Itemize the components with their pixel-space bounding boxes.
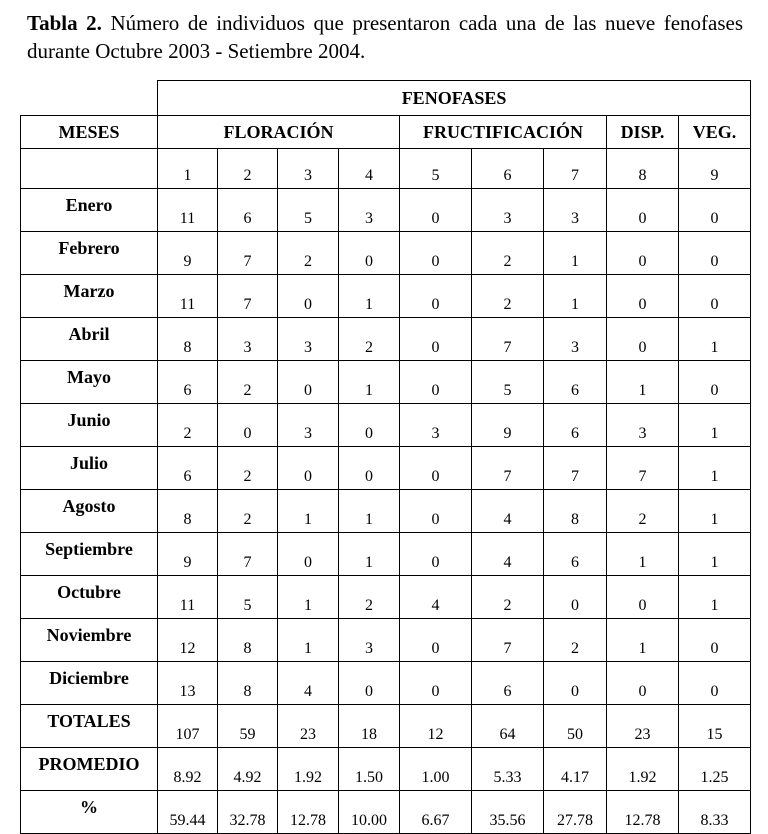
row-label: Mayo: [21, 361, 158, 404]
table-cell: 9: [158, 232, 218, 275]
table-cell: 3: [400, 404, 472, 447]
table-cell: 50: [544, 705, 607, 748]
table-cell: 2: [218, 490, 278, 533]
table-row: [21, 748, 751, 791]
table-cell: 8: [544, 490, 607, 533]
caption-label: Tabla 2.: [27, 11, 102, 35]
table-cell: 4: [278, 662, 339, 705]
table-row: [21, 662, 751, 705]
table-cell: 1: [278, 619, 339, 662]
table-cell: 0: [400, 533, 472, 576]
table-cell: 7: [607, 447, 679, 490]
table-cell: 0: [400, 275, 472, 318]
group-floracion: FLORACIÓN: [158, 116, 400, 149]
table-cell: 0: [400, 447, 472, 490]
table-cell: 1.50: [339, 748, 400, 791]
table-row: [21, 791, 751, 834]
table-cell: 0: [400, 361, 472, 404]
table-cell: 2: [339, 318, 400, 361]
table-cell: 12.78: [607, 791, 679, 834]
row-label: TOTALES: [21, 705, 158, 748]
table-cell: 7: [472, 619, 544, 662]
table-cell: 2: [472, 275, 544, 318]
table-cell: 1: [339, 275, 400, 318]
table-row: [21, 275, 751, 318]
table-cell: 4: [400, 576, 472, 619]
table-cell: 9: [472, 404, 544, 447]
table-cell: 7: [218, 275, 278, 318]
table-row: [21, 447, 751, 490]
table-caption: [27, 9, 743, 65]
table-cell: 0: [278, 275, 339, 318]
table-cell: 12.78: [278, 791, 339, 834]
row-label: Noviembre: [21, 619, 158, 662]
table-cell: 1: [544, 275, 607, 318]
row-label: Marzo: [21, 275, 158, 318]
table-cell: 0: [679, 662, 751, 705]
table-cell: 15: [679, 705, 751, 748]
table-cell: 18: [339, 705, 400, 748]
table-cell: 1.25: [679, 748, 751, 791]
table-cell: 7: [218, 533, 278, 576]
table-row: [21, 189, 751, 232]
table-cell: 1: [339, 533, 400, 576]
row-label: Octubre: [21, 576, 158, 619]
table-cell: 5: [472, 361, 544, 404]
table-row: [21, 619, 751, 662]
group-disp: DISP.: [607, 116, 679, 149]
table-cell: 3: [339, 619, 400, 662]
table-cell: 5: [278, 189, 339, 232]
table-cell: 4.92: [218, 748, 278, 791]
table-cell: 1.00: [400, 748, 472, 791]
table-row: [21, 361, 751, 404]
table-cell: 3: [607, 404, 679, 447]
table-cell: 1: [607, 619, 679, 662]
table-cell: 12: [158, 619, 218, 662]
table-cell: 10.00: [339, 791, 400, 834]
table-cell: 13: [158, 662, 218, 705]
table-cell: 7: [218, 232, 278, 275]
table-cell: 1: [679, 318, 751, 361]
table-cell: 2: [472, 576, 544, 619]
table-row: [21, 232, 751, 275]
table-cell: 3: [339, 189, 400, 232]
table-cell: 2: [339, 576, 400, 619]
table-cell: 35.56: [472, 791, 544, 834]
table-cell: 0: [679, 275, 751, 318]
table-cell: 0: [278, 447, 339, 490]
table-cell: 2: [218, 447, 278, 490]
table-cell: 3: [472, 189, 544, 232]
table-cell: 27.78: [544, 791, 607, 834]
table-cell: 0: [679, 232, 751, 275]
table-cell: 0: [278, 533, 339, 576]
fenofases-header: FENOFASES: [158, 81, 751, 116]
table-row: [21, 533, 751, 576]
meses-header: MESES: [21, 116, 158, 149]
row-label: Junio: [21, 404, 158, 447]
table-cell: 11: [158, 576, 218, 619]
caption-text: Número de individuos que presentaron cada una de las nueve fenofases durante Octubre 2003 - Setiembre 2004.: [27, 11, 743, 63]
table-cell: 0: [339, 404, 400, 447]
row-label: Febrero: [21, 232, 158, 275]
table-cell: 0: [607, 662, 679, 705]
table-cell: 59.44: [158, 791, 218, 834]
table-cell: 23: [607, 705, 679, 748]
table-cell: 0: [544, 576, 607, 619]
table-cell: 4.17: [544, 748, 607, 791]
table-cell: 1: [607, 533, 679, 576]
table-row: [21, 318, 751, 361]
table-cell: 1: [679, 533, 751, 576]
table-cell: 0: [400, 662, 472, 705]
phase-number: 9: [679, 149, 751, 189]
table-cell: 3: [278, 404, 339, 447]
table-cell: 9: [158, 533, 218, 576]
table-cell: 59: [218, 705, 278, 748]
table-cell: 3: [544, 189, 607, 232]
table-cell: 6: [218, 189, 278, 232]
table-cell: 12: [400, 705, 472, 748]
table-cell: 8: [218, 662, 278, 705]
table-cell: 0: [607, 275, 679, 318]
phase-number: 2: [218, 149, 278, 189]
table-cell: 1: [339, 490, 400, 533]
table-cell: 6: [544, 533, 607, 576]
table-cell: 3: [218, 318, 278, 361]
table-cell: 0: [607, 576, 679, 619]
table-cell: 0: [339, 232, 400, 275]
table-cell: 3: [278, 318, 339, 361]
table-cell: 11: [158, 275, 218, 318]
table-cell: 2: [607, 490, 679, 533]
table-cell: 8: [218, 619, 278, 662]
phase-number: 7: [544, 149, 607, 189]
table-cell: 6: [158, 361, 218, 404]
table-cell: 8: [158, 318, 218, 361]
table-cell: 2: [158, 404, 218, 447]
table-cell: 0: [400, 232, 472, 275]
table-cell: 3: [544, 318, 607, 361]
row-label: Abril: [21, 318, 158, 361]
table-cell: 5: [218, 576, 278, 619]
row-label: Agosto: [21, 490, 158, 533]
table-cell: 0: [218, 404, 278, 447]
phase-number: 1: [158, 149, 218, 189]
table-cell: 0: [679, 189, 751, 232]
table-cell: 0: [400, 619, 472, 662]
phase-number: 8: [607, 149, 679, 189]
phase-number: 5: [400, 149, 472, 189]
table-cell: 4: [472, 533, 544, 576]
table-cell: 1: [339, 361, 400, 404]
row-label: Septiembre: [21, 533, 158, 576]
table-cell: 6.67: [400, 791, 472, 834]
table-cell: 64: [472, 705, 544, 748]
table-cell: 1: [679, 490, 751, 533]
table-cell: 6: [544, 404, 607, 447]
table-cell: 0: [339, 662, 400, 705]
table-cell: 6: [158, 447, 218, 490]
table-cell: 1: [679, 404, 751, 447]
table-cell: 1: [278, 576, 339, 619]
row-label: Diciembre: [21, 662, 158, 705]
table-cell: 0: [278, 361, 339, 404]
table-cell: 6: [544, 361, 607, 404]
row-label: %: [21, 791, 158, 834]
table-row: [21, 576, 751, 619]
table-cell: 1: [278, 490, 339, 533]
row-label: Enero: [21, 189, 158, 232]
table-cell: 1: [607, 361, 679, 404]
corner-cell: [21, 81, 158, 116]
table-cell: 0: [400, 318, 472, 361]
table-cell: 1: [679, 576, 751, 619]
table-cell: 0: [607, 189, 679, 232]
table-cell: 107: [158, 705, 218, 748]
group-fructificacion: FRUCTIFICACIÓN: [400, 116, 607, 149]
table-cell: 0: [679, 361, 751, 404]
phase-number: 4: [339, 149, 400, 189]
table-cell: 0: [607, 232, 679, 275]
table-cell: 2: [544, 619, 607, 662]
table-cell: 0: [400, 189, 472, 232]
table-cell: 8.92: [158, 748, 218, 791]
table-cell: 2: [278, 232, 339, 275]
table-cell: 11: [158, 189, 218, 232]
table-cell: 2: [472, 232, 544, 275]
table-cell: 7: [472, 447, 544, 490]
table-row: [21, 404, 751, 447]
row-label: PROMEDIO: [21, 748, 158, 791]
group-veg: VEG.: [679, 116, 751, 149]
table-row: [21, 705, 751, 748]
phase-number: 3: [278, 149, 339, 189]
table-cell: 1: [544, 232, 607, 275]
table-cell: 0: [544, 662, 607, 705]
table-cell: 1.92: [607, 748, 679, 791]
table-cell: 7: [544, 447, 607, 490]
table-cell: 8: [158, 490, 218, 533]
phenophase-table: [20, 80, 751, 834]
table-cell: 32.78: [218, 791, 278, 834]
table-cell: 7: [472, 318, 544, 361]
table-cell: 1: [679, 447, 751, 490]
table-cell: 6: [472, 662, 544, 705]
table-cell: 4: [472, 490, 544, 533]
table-cell: 2: [218, 361, 278, 404]
table-cell: 8.33: [679, 791, 751, 834]
phase-number: 6: [472, 149, 544, 189]
row-label: Julio: [21, 447, 158, 490]
phase-label-blank: [21, 149, 158, 189]
table-cell: 0: [400, 490, 472, 533]
table-row: [21, 490, 751, 533]
table-cell: 0: [339, 447, 400, 490]
table-cell: 23: [278, 705, 339, 748]
table-cell: 0: [679, 619, 751, 662]
table-cell: 1.92: [278, 748, 339, 791]
table-cell: 5.33: [472, 748, 544, 791]
table-cell: 0: [607, 318, 679, 361]
